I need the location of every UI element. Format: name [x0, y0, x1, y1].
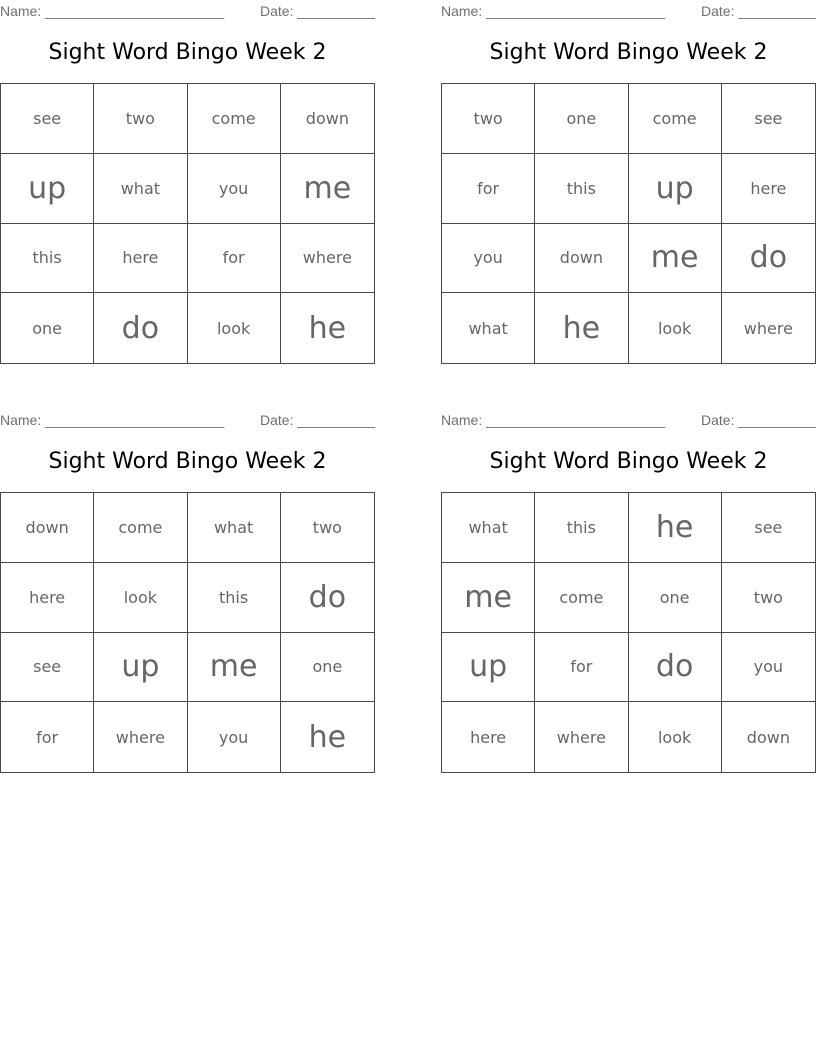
name-field-label: Name: _______________________ [0, 412, 225, 428]
bingo-cell: down [281, 84, 374, 154]
card-title: Sight Word Bingo Week 2 [489, 449, 768, 474]
bingo-cell: come [535, 563, 628, 633]
bingo-cell: he [535, 293, 628, 363]
card-title: Sight Word Bingo Week 2 [489, 40, 768, 65]
bingo-cell: what [442, 293, 535, 363]
bingo-cell: where [94, 702, 187, 772]
bingo-cell: you [188, 154, 281, 224]
bingo-grid [0, 83, 375, 364]
bingo-cell: you [188, 702, 281, 772]
date-field-label: Date: __________ [701, 3, 816, 19]
bingo-cell: he [308, 310, 347, 346]
bingo-card [0, 409, 375, 773]
name-date-line [0, 0, 375, 20]
bingo-cell: he [308, 719, 347, 755]
bingo-card [441, 0, 816, 364]
bingo-cell: see [1, 84, 94, 154]
bingo-cell: for [442, 154, 535, 224]
bingo-cell: this [188, 563, 281, 633]
bingo-cell: here [442, 702, 535, 772]
bingo-cell: do [94, 293, 187, 363]
card-title: Sight Word Bingo Week 2 [48, 40, 327, 65]
bingo-cell: what [188, 493, 281, 563]
bingo-cell: see [1, 633, 94, 703]
name-field-label: Name: _______________________ [0, 3, 225, 19]
bingo-cell: do [281, 563, 374, 633]
date-field-label: Date: __________ [260, 3, 376, 19]
bingo-cell: here [94, 224, 187, 294]
bingo-cell: look [94, 563, 187, 633]
date-field-label: Date: __________ [260, 412, 376, 428]
bingo-cell: he [629, 493, 722, 563]
bingo-cell: two [94, 84, 187, 154]
bingo-cell: this [535, 493, 628, 563]
bingo-cell: do [629, 633, 722, 703]
bingo-cell: me [442, 563, 535, 633]
bingo-cell: down [746, 727, 790, 747]
bingo-card [441, 409, 816, 773]
bingo-cell: here [722, 154, 815, 224]
bingo-cell: for [188, 224, 281, 294]
bingo-cell: come [94, 493, 187, 563]
bingo-cell: up [442, 633, 535, 703]
name-date-line [441, 409, 816, 429]
bingo-cell: this [535, 154, 628, 224]
bingo-cell: for [1, 702, 94, 772]
bingo-cell: where [535, 702, 628, 772]
bingo-cell: two [442, 84, 535, 154]
bingo-cell: you [442, 224, 535, 294]
name-date-line [0, 409, 375, 429]
bingo-card [0, 0, 375, 364]
bingo-cell: two [281, 493, 374, 563]
bingo-cell: one [1, 293, 94, 363]
bingo-cell: me [281, 154, 374, 224]
card-title: Sight Word Bingo Week 2 [48, 449, 327, 474]
bingo-grid [441, 492, 816, 773]
bingo-cell: see [722, 84, 815, 154]
bingo-cell: see [722, 493, 815, 563]
bingo-cell: me [188, 633, 281, 703]
bingo-cell: one [281, 633, 374, 703]
bingo-grid [0, 492, 375, 773]
bingo-cell: come [629, 84, 722, 154]
date-field-label: Date: __________ [701, 412, 816, 428]
bingo-cell: for [535, 633, 628, 703]
bingo-cell: look [629, 293, 722, 363]
bingo-cell: up [1, 154, 94, 224]
bingo-cell: look [188, 293, 281, 363]
name-field-label: Name: _______________________ [441, 412, 666, 428]
bingo-cell: what [442, 493, 535, 563]
bingo-cell: where [743, 318, 793, 338]
bingo-cell: one [535, 84, 628, 154]
bingo-cell: me [629, 224, 722, 294]
bingo-grid [441, 83, 816, 364]
bingo-cell: you [722, 633, 815, 703]
bingo-cell: down [1, 493, 94, 563]
name-date-line [441, 0, 816, 20]
bingo-cell: two [722, 563, 815, 633]
bingo-cell: look [629, 702, 722, 772]
bingo-cell: up [629, 154, 722, 224]
bingo-cell: one [629, 563, 722, 633]
bingo-cell: this [1, 224, 94, 294]
name-field-label: Name: _______________________ [441, 3, 666, 19]
bingo-cell: down [535, 224, 628, 294]
bingo-cell: here [1, 563, 94, 633]
bingo-cell: what [94, 154, 187, 224]
bingo-cell: up [94, 633, 187, 703]
bingo-cell: where [281, 224, 374, 294]
bingo-cell: come [188, 84, 281, 154]
bingo-cell: do [722, 224, 815, 294]
